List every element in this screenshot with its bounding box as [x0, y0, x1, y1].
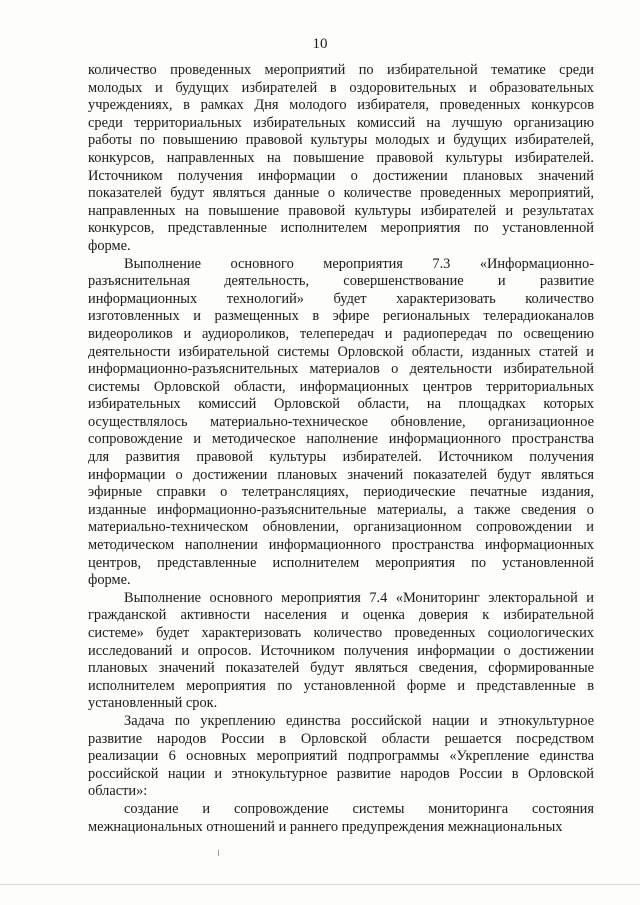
- text-line: Выполнение основного мероприятия 7.3 «Информационно-: [124, 255, 594, 272]
- text-line: исполнителем мероприятия по установленной форме и представленные в: [88, 677, 594, 694]
- text-line: Источником получения информации о достижении плановых значений: [88, 167, 594, 184]
- text-line: методическом наполнении информационного пространства информационных: [88, 537, 594, 554]
- text-line: молодых и будущих избирателей в оздоровительных и образовательных: [88, 79, 594, 96]
- scan-speck: [218, 850, 219, 856]
- text-line: направленных на повышение правовой культуры избирателей и результатах: [88, 202, 594, 219]
- text-line: конкурсов, направленных на повышение правовой культуры избирателей.: [88, 149, 594, 166]
- text-line: сопровождение и методическое наполнение информационного пространства: [88, 431, 594, 448]
- text-line: гражданской активности населения и оценка доверия к избирательной: [88, 607, 594, 624]
- text-line: информационных технологий» будет характеризовать количество: [88, 290, 594, 307]
- paragraph: [88, 590, 594, 713]
- text-line: информации о достижении плановых значений показателей будут являться: [88, 466, 594, 483]
- text-line: форме.: [88, 237, 131, 254]
- text-line: системе» будет характеризовать количество проведенных социологических: [88, 625, 594, 641]
- page-bottom-edge: [0, 884, 640, 885]
- text-line: развитие народов России в Орловской области решается посредством: [88, 730, 594, 747]
- paragraph: [88, 256, 594, 590]
- text-line: показателей будут являться данные о количестве проведенных мероприятий,: [88, 185, 594, 202]
- text-line: Задача по укреплению единства российской нации и этнокультурное: [124, 712, 594, 729]
- text-line: установленный срок.: [88, 695, 218, 712]
- text-line: межнациональных отношений и раннего предупреждения межнациональных: [88, 818, 563, 835]
- text-line: плановых значений показателей будут являться сведения, сформированные: [88, 660, 594, 677]
- text-line: изданные информационно-разъяснительные материалы, а также сведения о: [88, 501, 594, 518]
- text-line: среди территориальных избирательных комиссий на лучшую организацию: [88, 114, 594, 131]
- text-line: центров, представленные исполнителем мероприятия по установленной: [88, 554, 594, 571]
- text-line: Выполнение основного мероприятия 7.4 «Мониторинг электоральной и: [124, 589, 594, 606]
- text-line: видеороликов и аудиороликов, телепередач и радиопередач по освещению: [88, 325, 594, 342]
- text-line: изготовленных и размещенных в эфире региональных телерадиоканалов: [88, 308, 594, 325]
- text-line: системы Орловской области, информационных центров территориальных: [88, 378, 594, 395]
- text-line: информационно-разъяснительных материалов о деятельности избирательной: [88, 361, 594, 378]
- text-line: разъяснительная деятельность, совершенствование и развитие: [88, 273, 594, 290]
- text-line: эфирные справки о телетрансляциях, периодические печатные издания,: [88, 484, 594, 501]
- page-number: 10: [312, 36, 328, 52]
- text-line: количество проведенных мероприятий по избирательной тематике среди: [88, 62, 594, 78]
- text-line: реализации 6 основных мероприятий подпрограммы «Укрепление единства: [88, 748, 594, 765]
- text-line: исследований и опросов. Источником получения информации о достижении: [88, 642, 594, 659]
- text-line: создание и сопровождение системы мониторинга состояния: [124, 800, 594, 817]
- text-line: для развития правовой культуры избирателей. Источником получения: [88, 449, 594, 466]
- text-line: работы по повышению правовой культуры молодых и будущих избирателей,: [88, 132, 594, 149]
- text-line: российской нации и этнокультурное развитие народов России в Орловской: [88, 765, 594, 782]
- text-line: области»:: [88, 783, 148, 800]
- text-line: материально-техническом обновлении, организационном сопровождении и: [88, 519, 594, 536]
- text-line: форме.: [88, 572, 131, 589]
- paragraph: [88, 801, 594, 836]
- paragraph: [88, 713, 594, 801]
- text-line: учреждениях, в рамках Дня молодого избирателя, проведенных конкурсов: [88, 97, 594, 114]
- text-line: деятельности избирательной системы Орловской области, изданных статей и: [88, 343, 594, 360]
- document-body: [88, 62, 594, 836]
- text-line: конкурсов, представленные исполнителем мероприятия по установленной: [88, 220, 594, 237]
- paragraph: [88, 62, 594, 256]
- text-line: избирательных комиссий Орловской области, на площадках которых: [88, 396, 594, 413]
- text-line: осуществлялось материально-техническое обновление, организационное: [88, 413, 594, 430]
